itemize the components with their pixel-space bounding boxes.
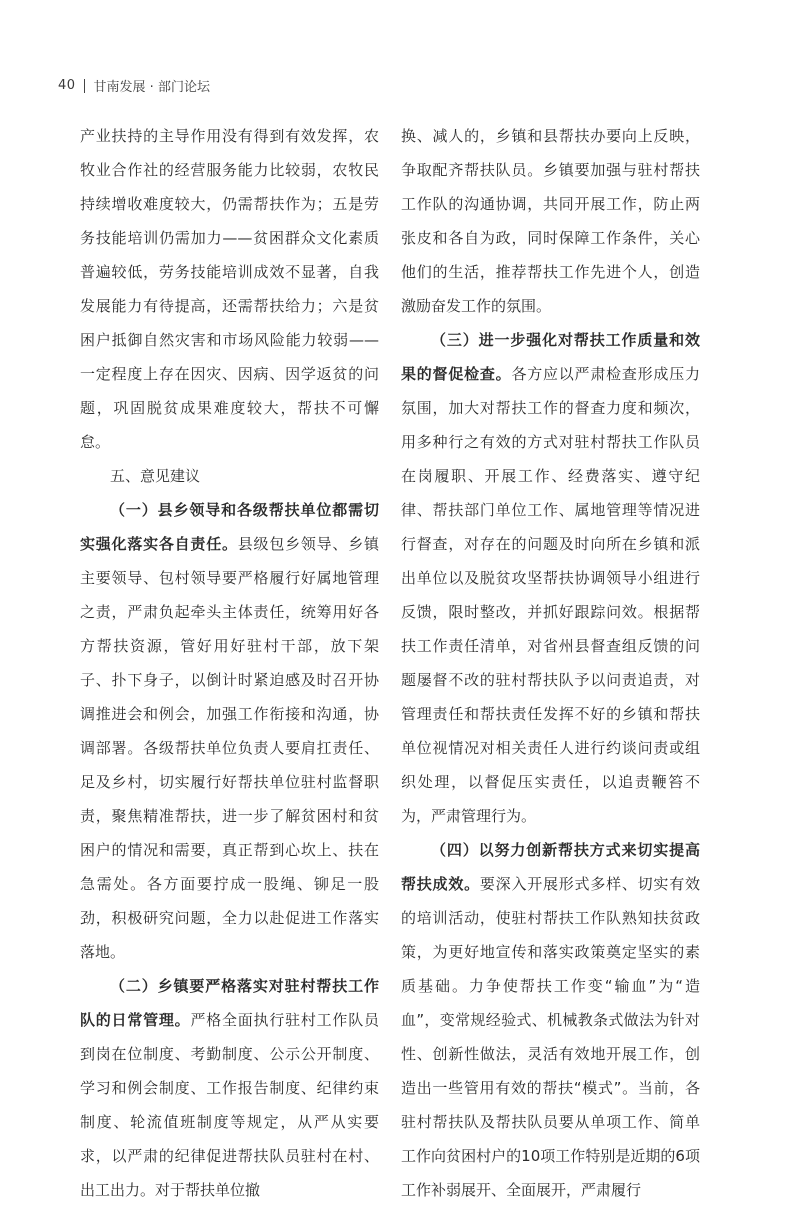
subheading: （二）乡镇要严格落实对驻村帮扶工作队的日常管理。: [80, 977, 379, 1029]
paragraph: [401, 833, 700, 1207]
page-header: [58, 76, 210, 95]
subheading: （四）以努力创新帮扶方式来切实提高帮扶成效。: [401, 841, 700, 893]
left-column: [80, 119, 379, 1207]
paragraph: [401, 323, 700, 833]
right-column: [401, 119, 700, 1207]
paragraph-body: 严格全面执行驻村工作队员到岗在位制度、考勤制度、公示公开制度、学习和例会制度、工作报告制度、纪律约束制度、轮流值班制度等规定，从严从实要求，以严肃的纪律促进帮扶队员驻村在村、出工出力。对于帮扶单位撤: [80, 1011, 379, 1199]
paragraph-body: 各方应以严肃检查形成压力氛围，加大对帮扶工作的督查力度和频次，用多种行之有效的方式对驻村帮扶工作队员在岗履职、开展工作、经费落实、遵守纪律、帮扶部门单位工作、属地管理等情况进行督查，对存在的问题及时向所在乡镇和派出单位以及脱贫攻坚帮扶协调领导小组进行反馈，限时整改，并抓好跟踪问效。根据帮扶工作责任清单，对省州县督查组反馈的问题屡督不改的驻村帮扶队予以问责追责，对管理责任和帮扶责任发挥不好的乡镇和帮扶单位视情况对相关责任人进行约谈问责或组织处理，以督促压实责任，以追责鞭笞不为，严肃管理行为。: [401, 365, 700, 825]
paragraph-body: 要深入开展形式多样、切实有效的培训活动，使驻村帮扶工作队熟知扶贫政策，为更好地宣传和落实政策奠定坚实的素质基础。力争使帮扶工作变“输血”为“造血”，变常规经验式、机械教条式做法为针对性、创新性做法，灵活有效地开展工作，创造出一些管用有效的帮扶“模式”。当前，各驻村帮扶队及帮扶队员要从单项工作、简单工作向贫困村户的10项工作特别是近期的6项工作补弱展开、全面展开，严肃履行: [401, 875, 700, 1199]
paragraph-continuation: 换、减人的，乡镇和县帮扶办要向上反映，争取配齐帮扶队员。乡镇要加强与驻村帮扶工作队的沟通协调，共同开展工作，防止两张皮和各自为政，同时保障工作条件，关心他们的生活，推荐帮扶工作先进个人，创造激励奋发工作的氛围。: [401, 127, 700, 315]
page-number: 40: [58, 78, 76, 93]
paragraph: [80, 969, 379, 1207]
paragraph-body: 县级包乡领导、乡镇主要领导、包村领导要严格履行好属地管理之责，严肃负起牵头主体责任，统筹用好各方帮扶资源，管好用好驻村干部，放下架子、扑下身子，以倒计时紧迫感及时召开协调推进会和例会，加强工作衔接和沟通，协调部署。各级帮扶单位负责人要肩扛责任、足及乡村，切实履行好帮扶单位驻村监督职责，聚焦精准帮扶，进一步了解贫困村和贫困户的情况和需要，真正帮到心坎上、扶在急需处。各方面要拧成一股绳、铆足一股劲，积极研究问题，全力以赴促进工作落实落地。: [80, 535, 379, 961]
paragraph-continuation: 产业扶持的主导作用没有得到有效发挥，农牧业合作社的经营服务能力比较弱，农牧民持续增收难度较大，仍需帮扶作为；五是劳务技能培训仍需加力——贫困群众文化素质普遍较低，劳务技能培训成效不显著，自我发展能力有待提高，还需帮扶给力；六是贫困户抵御自然灾害和市场风险能力较弱——一定程度上存在因灾、因病、因学返贫的问题，巩固脱贫成果难度较大，帮扶不可懈怠。: [80, 127, 379, 451]
subheading: （三）进一步强化对帮扶工作质量和效果的督促检查。: [401, 331, 700, 383]
header-divider: [84, 79, 85, 93]
section-heading: 五、意见建议: [110, 467, 201, 485]
subheading: （一）县乡领导和各级帮扶单位都需切实强化落实各自责任。: [80, 501, 379, 553]
paragraph: [80, 493, 379, 969]
section-title: 甘南发展 · 部门论坛: [93, 80, 210, 95]
